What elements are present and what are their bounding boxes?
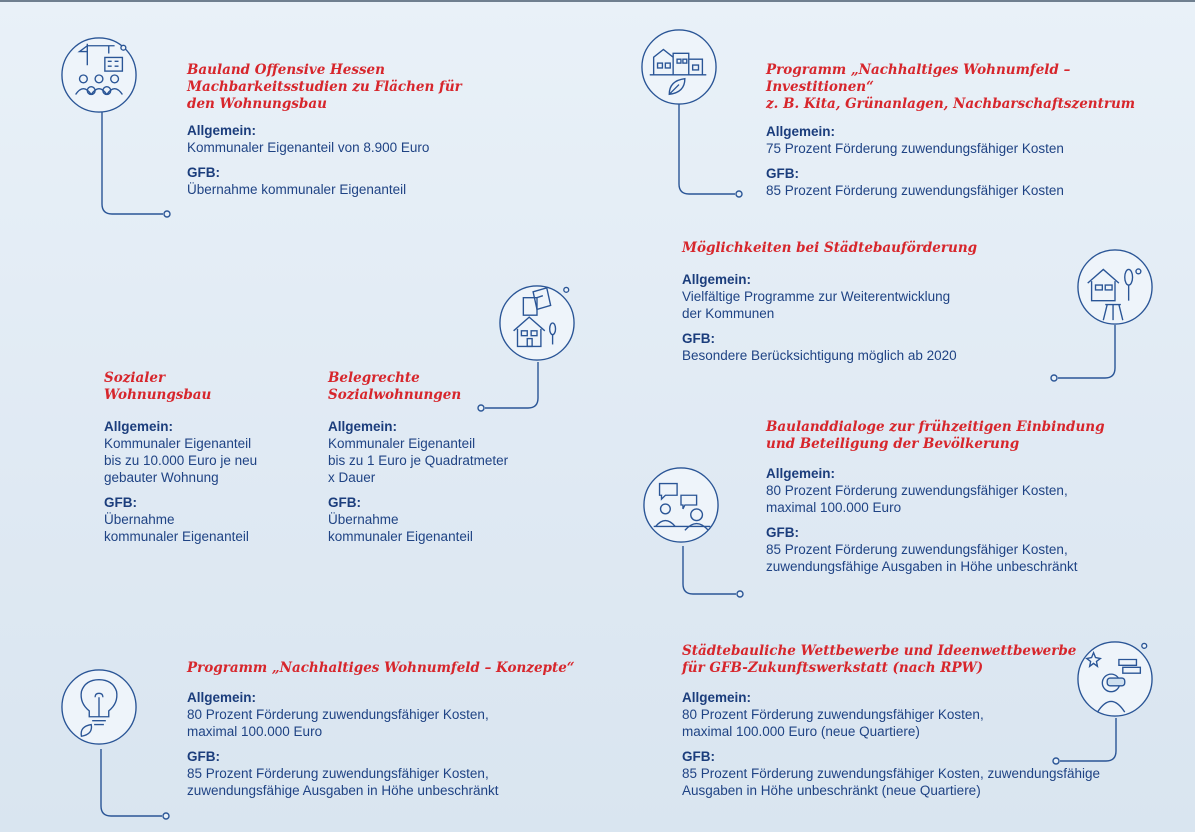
connector-baulanddialoge [683,546,736,594]
allgemein-text: Kommunaler Eigenanteil bis zu 10.000 Euro je neu gebauter Wohnung [104,436,258,485]
allgemein-label: Allgemein: [682,272,752,287]
gfb-text: 85 Prozent Förderung zuwendungsfähiger Kosten, zuwendungsfähige Ausgaben in Höhe unbeschränkt (neue Quartiere) [682,766,1101,798]
block-wettbewerbe [682,643,1172,807]
allgemein-text: 80 Prozent Förderung zuwendungsfähiger Kosten, maximal 100.000 Euro [766,483,1068,515]
lightbulb-leaf-icon [60,668,138,746]
block-wohnumfeld-konzepte [187,660,607,807]
construction-crane-people-icon [60,36,138,114]
block-wohnumfeld-investitionen [766,62,1176,207]
house-money-icon [498,284,576,362]
gfb-text: 85 Prozent Förderung zuwendungsfähiger Kosten [766,183,1064,198]
houses-leaf-icon [640,28,718,106]
allgemein-text: Kommunaler Eigenanteil von 8.900 Euro [187,140,430,155]
allgemein-label: Allgemein: [766,466,836,481]
connector-bauland [102,112,163,214]
gfb-label: GFB: [187,749,220,764]
gfb-text: 85 Prozent Förderung zuwendungsfähiger Kosten, zuwendungsfähige Ausgaben in Höhe unbeschränkt [766,542,1078,574]
allgemein-text: 75 Prozent Förderung zuwendungsfähiger Kosten [766,141,1064,156]
allgemein-label: Allgemein: [766,124,836,139]
allgemein-label: Allgemein: [187,690,257,705]
gfb-text: Übernahme kommunaler Eigenanteil [104,512,249,544]
connector-staedtebau [1058,325,1115,378]
allgemein-label: Allgemein: [104,419,174,434]
gfb-label: GFB: [328,495,361,510]
gfb-label: GFB: [104,495,137,510]
gfb-label: GFB: [766,525,799,540]
block-title: Bauland Offensive Hessen Machbarkeitsstudien zu Flächen für den Wohnungsbau [187,62,462,112]
allgemein-label: Allgemein: [328,419,398,434]
dialogue-people-icon [642,466,720,544]
block-title: Programm „Nachhaltiges Wohnumfeld – Investitionen“ z. B. Kita, Grünanlagen, Nachbarschaftszentrum [766,62,1136,112]
house-tree-survey-icon [1076,248,1154,326]
block-title: Baulanddialoge zur frühzeitigen Einbindung und Beteiligung der Bevölkerung [766,419,1105,452]
gfb-label: GFB: [766,166,799,181]
allgemein-text: 80 Prozent Förderung zuwendungsfähiger Kosten, maximal 100.000 Euro (neue Quartiere) [682,707,984,739]
block-baulanddialoge [766,419,1176,583]
allgemein-text: Vielfältige Programme zur Weiterentwicklung der Kommunen [682,289,951,321]
block-title: Programm „Nachhaltiges Wohnumfeld – Konzepte“ [187,660,575,676]
gfb-text: Übernahme kommunaler Eigenanteil [328,512,473,544]
gfb-label: GFB: [682,749,715,764]
top-border [0,0,1195,2]
block-bauland-offensive [187,62,487,206]
allgemein-label: Allgemein: [682,690,752,705]
block-sozialer-wohnungsbau [104,370,304,553]
gfb-label: GFB: [187,165,220,180]
block-title: Belegrechte Sozialwohnungen [328,370,462,403]
block-title: Sozialer Wohnungsbau [104,370,212,403]
gfb-text: Übernahme kommunaler Eigenanteil [187,182,407,197]
block-belegrechte [328,370,548,553]
connector-investitionen [679,103,735,194]
connector-konzepte [101,749,162,816]
block-title: Möglichkeiten bei Städtebauförderung [682,240,978,256]
allgemein-text: 80 Prozent Förderung zuwendungsfähiger Kosten, maximal 100.000 Euro [187,707,489,739]
allgemein-label: Allgemein: [187,123,257,138]
allgemein-text: Kommunaler Eigenanteil bis zu 1 Euro je Quadratmeter x Dauer [328,436,509,485]
block-title: Städtebauliche Wettbewerbe und Ideenwettbewerbe für GFB-Zukunftswerkstatt (nach RPW) [682,643,1077,676]
gfb-text: Besondere Berücksichtigung möglich ab 2020 [682,348,957,363]
gfb-label: GFB: [682,331,715,346]
block-staedtebaufoerderung [682,240,1042,372]
gfb-text: 85 Prozent Förderung zuwendungsfähiger Kosten, zuwendungsfähige Ausgaben in Höhe unbeschränkt [187,766,499,798]
